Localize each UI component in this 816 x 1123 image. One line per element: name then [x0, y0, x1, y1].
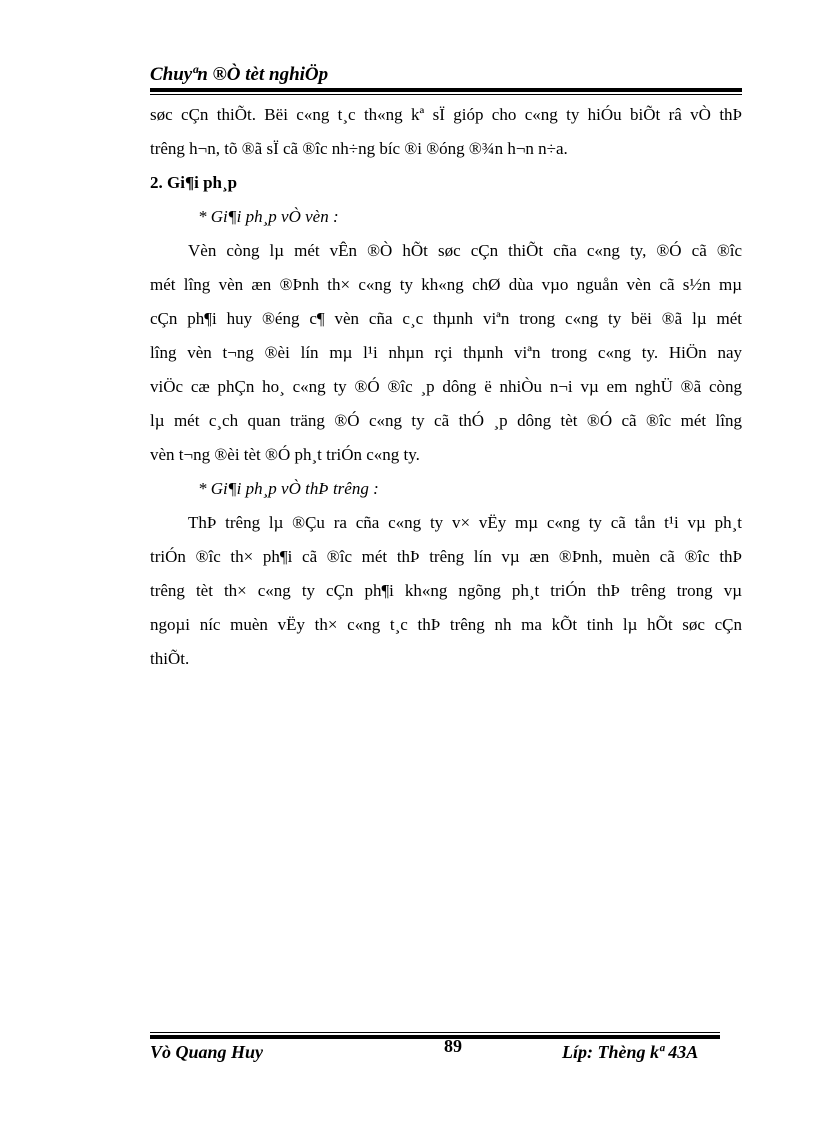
page-number: 89: [444, 1036, 462, 1056]
text-line: cÇn ph¶i huy ®éng c¶ vèn cña c¸c thµnh viªn trong c«ng ty bëi ®ã lµ mét: [150, 309, 742, 328]
footer-rule: [150, 1035, 720, 1039]
text-line: vèn t¬ng ®èi tèt ®Ó ph¸t triÓn c«ng ty.: [150, 445, 420, 464]
text-line: trêng h¬n, tõ ®ã sÏ cã ®îc nh÷ng bíc ®i ®óng ®¾n h¬n n÷a.: [150, 139, 568, 158]
text-line: Vèn còng lµ mét vÊn ®Ò hÕt søc cÇn thiÕt cña c«ng ty, ®Ó cã ®îc: [188, 241, 742, 260]
text-line: ngoµi níc muèn vËy th× c«ng t¸c thÞ trêng nh ma kÕt tinh lµ hÕt søc cÇn: [150, 615, 742, 634]
text-line: lµ mét c¸ch quan träng ®Ó c«ng ty cã thÓ ¸p dông tèt ®Ó cã ®îc mét lîng: [150, 411, 742, 430]
document-body: [150, 98, 742, 676]
text-line: trêng tèt th× c«ng ty cÇn ph¶i kh«ng ngõng ph¸t triÓn thÞ trêng trong vµ: [150, 581, 742, 600]
footer-rule-thin: [150, 1032, 720, 1033]
text-line: triÓn ®îc th× ph¶i cã ®îc mét thÞ trêng lín vµ æn ®Þnh, muèn cã ®îc thÞ: [150, 547, 742, 566]
text-line: mét lîng vèn æn ®Þnh th× c«ng ty kh«ng chØ dùa vµo nguån vèn cã s½n mµ: [150, 275, 742, 294]
paragraph-continuation: [150, 98, 742, 166]
paragraph-capital: [150, 234, 742, 472]
subheading-capital: * Gi¶i ph¸p vÒ vèn :: [198, 207, 339, 226]
section-heading: 2. Gi¶i ph¸p: [150, 173, 238, 192]
text-line: thiÕt.: [150, 649, 190, 668]
text-line: lîng vèn t¬ng ®èi lín mµ l¹i nhµn rçi thµnh viªn trong c«ng ty. HiÖn nay: [150, 343, 742, 362]
paragraph-market: [150, 506, 742, 676]
header-rule: [150, 88, 742, 92]
page-header-title: Chuyªn ®Ò tèt nghiÖp: [150, 64, 329, 85]
text-line: ThÞ trêng lµ ®Çu ra cña c«ng ty v× vËy mµ c«ng ty cã tån t¹i vµ ph¸t: [188, 513, 742, 532]
subheading-market: * Gi¶i ph¸p vÒ thÞ trêng :: [198, 479, 379, 498]
footer-author: Vò Quang Huy: [150, 1042, 264, 1062]
text-line: viÖc cæ phÇn ho¸ c«ng ty ®Ó ®îc ¸p dông ë nhiÒu n¬i vµ em nghÜ ®ã còng: [150, 377, 742, 396]
text-line: søc cÇn thiÕt. Bëi c«ng t¸c th«ng kª sÏ gióp cho c«ng ty hiÓu biÕt râ vÒ thÞ: [150, 105, 742, 124]
header-rule-thin: [150, 94, 742, 95]
footer-class: Líp: Thèng kª 43A: [562, 1042, 699, 1062]
